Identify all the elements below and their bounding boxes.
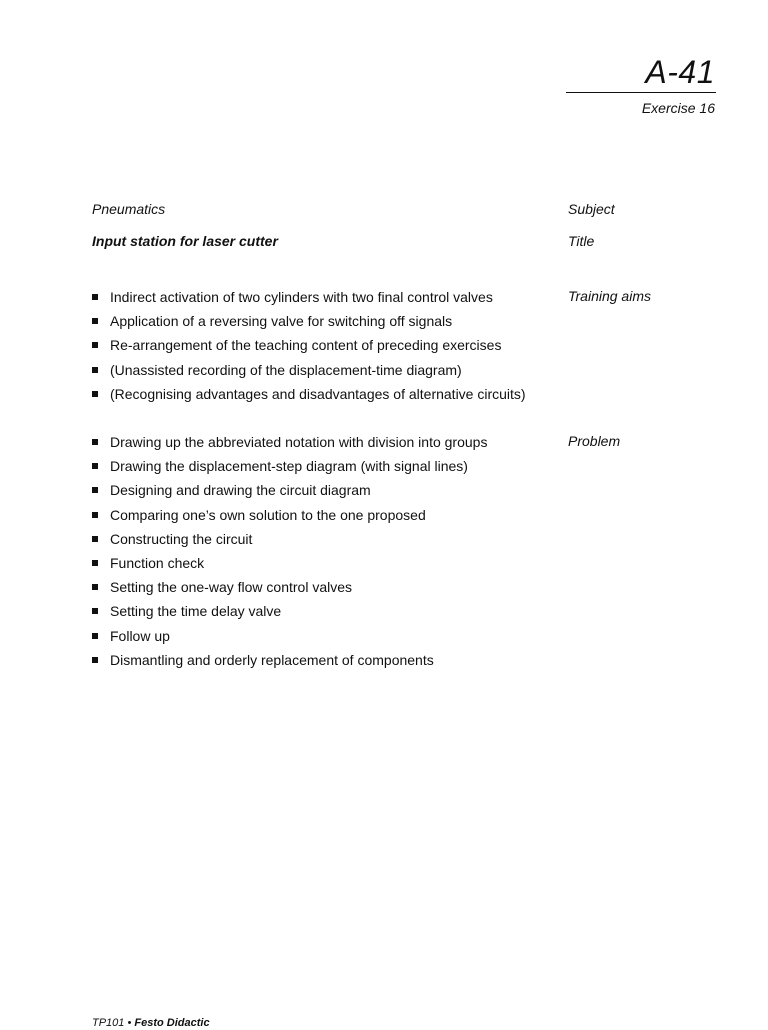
list-item-text: Function check (110, 554, 205, 571)
list-item-text: Designing and drawing the circuit diagram (110, 482, 371, 499)
list-item (92, 530, 552, 554)
title-label: Title (568, 233, 595, 249)
square-bullet-icon (92, 487, 98, 493)
list-item (92, 627, 552, 651)
list-item (92, 433, 552, 457)
training-aims-label: Training aims (568, 288, 651, 304)
problem-list (92, 433, 552, 675)
list-item-text: Constructing the circuit (110, 530, 253, 547)
list-item-text: Setting the one-way flow control valves (110, 579, 353, 596)
subject-value: Pneumatics (92, 201, 166, 217)
list-item-text: Application of a reversing valve for switching off signals (110, 313, 453, 330)
list-item (92, 385, 552, 409)
square-bullet-icon (92, 512, 98, 518)
list-item-text: Follow up (110, 627, 170, 644)
list-item (92, 554, 552, 578)
list-item (92, 361, 552, 385)
list-item (92, 506, 552, 530)
square-bullet-icon (92, 367, 98, 373)
square-bullet-icon (92, 294, 98, 300)
exercise-label: Exercise 16 (641, 100, 715, 116)
square-bullet-icon (92, 391, 98, 397)
square-bullet-icon (92, 536, 98, 542)
training-aims-list (92, 288, 552, 409)
list-item-text: Indirect activation of two cylinders with two final control valves (110, 289, 493, 305)
list-item (92, 457, 552, 481)
list-item (92, 602, 552, 626)
list-item-text: Drawing the displacement-step diagram (with signal lines) (110, 458, 468, 475)
list-item (92, 288, 552, 312)
list-item-text: (Recognising advantages and disadvantages of alternative circuits) (110, 385, 526, 402)
list-item-text: Setting the time delay valve (110, 603, 282, 620)
square-bullet-icon (92, 439, 98, 445)
list-item-text: (Unassisted recording of the displacement-time diagram) (110, 361, 462, 378)
square-bullet-icon (92, 463, 98, 469)
list-item (92, 651, 552, 675)
square-bullet-icon (92, 657, 98, 663)
list-item (92, 312, 552, 336)
square-bullet-icon (92, 608, 98, 614)
list-item (92, 336, 552, 360)
header-divider (566, 92, 716, 93)
list-item (92, 481, 552, 505)
page-footer (92, 1016, 210, 1030)
title-value: Input station for laser cutter (92, 233, 278, 249)
footer-code: TP101 (92, 1017, 125, 1029)
footer-brand: Festo Didactic (134, 1017, 210, 1029)
square-bullet-icon (92, 342, 98, 348)
list-item-text: Comparing one’s own solution to the one proposed (110, 506, 426, 523)
page-number: A-41 (645, 54, 715, 90)
square-bullet-icon (92, 318, 98, 324)
subject-label: Subject (568, 201, 615, 217)
square-bullet-icon (92, 584, 98, 590)
list-item-text: Dismantling and orderly replacement of components (110, 651, 434, 668)
square-bullet-icon (92, 633, 98, 639)
list-item (92, 578, 552, 602)
list-item-text: Drawing up the abbreviated notation with division into groups (110, 434, 488, 450)
problem-label: Problem (568, 433, 621, 449)
footer-separator: • (124, 1017, 135, 1029)
list-item-text: Re-arrangement of the teaching content of preceding exercises (110, 337, 502, 354)
square-bullet-icon (92, 560, 98, 566)
